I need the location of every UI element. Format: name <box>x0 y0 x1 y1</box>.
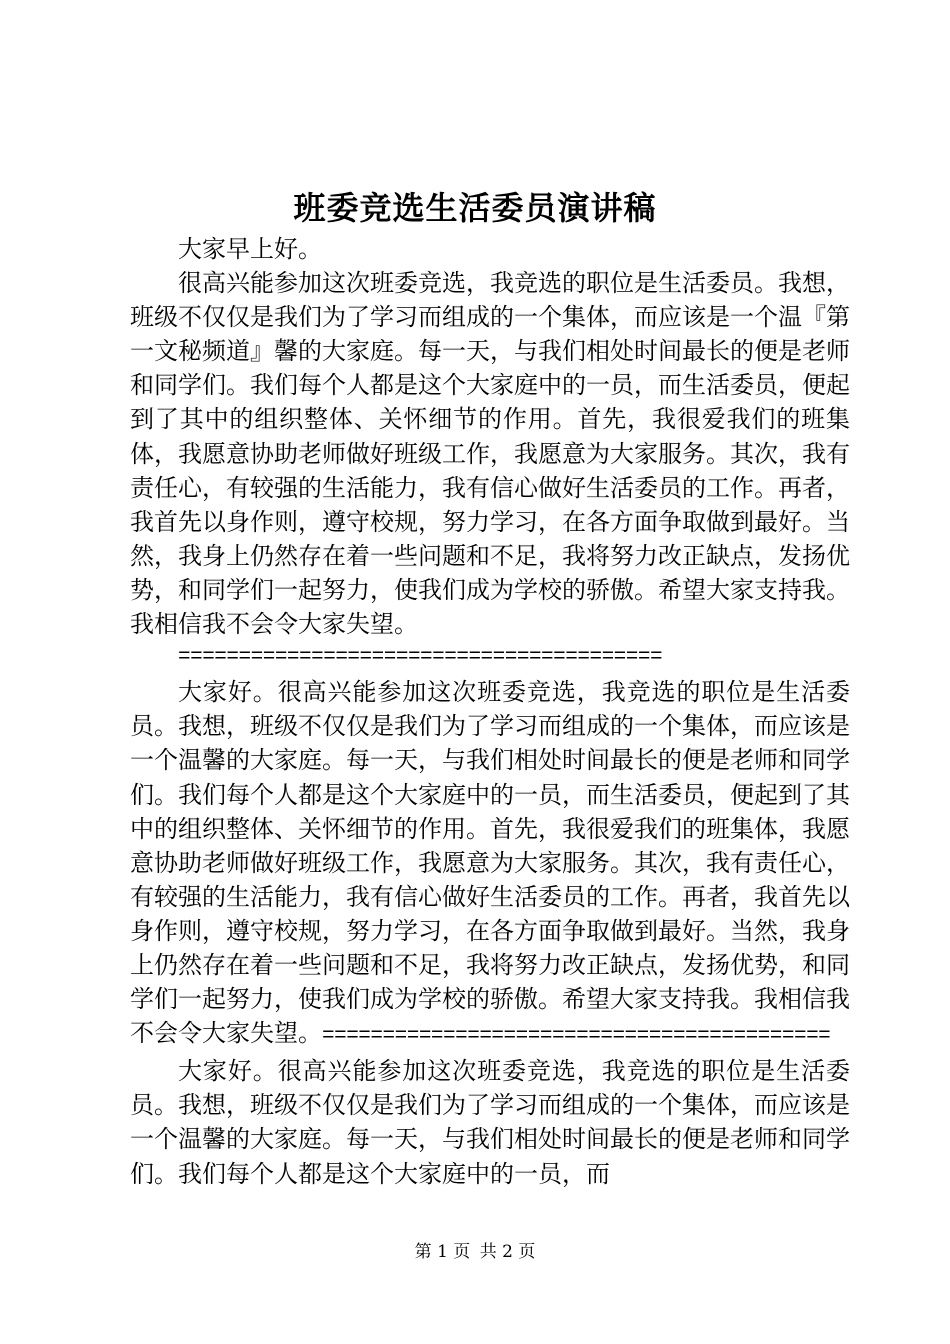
greeting-paragraph: 大家早上好。 <box>178 235 322 263</box>
speech-paragraph-2 <box>130 675 850 1054</box>
speech-paragraph-2-text: 大家好。很高兴能参加这次班委竞选，我竞选的职位是生活委员。我想，班级不仅仅是我们为了学习而组成的一个集体，而应该是一个温馨的大家庭。每一天，与我们相处时间最长的便是老师和同学们。我们每个人都是这个大家庭中的一员，而生活委员，便起到了其中的组织整体、关怀细节的作用。首先，我很爱我们的班集体，我愿意协助老师做好班级工作，我愿意为大家服务。其次，我有责任心，有较强的生活能力，我有信心做好生活委员的工作。再者，我首先以身作则，遵守校规，努力学习，在各方面争取做到最好。当然，我身上仍然存在着一些问题和不足，我将努力改正缺点，发扬优势，和同学们一起努力，使我们成为学校的骄傲。希望大家支持我。我相信我不会令大家失望。 <box>130 678 850 1048</box>
page-number: 第 1 页 <box>414 1242 471 1262</box>
document-body <box>130 232 850 1191</box>
separator-line: ======================================== <box>178 646 663 670</box>
page-total: 共 2 页 <box>479 1242 536 1262</box>
speech-paragraph-3: 大家好。很高兴能参加这次班委竞选，我竞选的职位是生活委员。我想，班级不仅仅是我们为了学习而组成的一个集体，而应该是一个温馨的大家庭。每一天，与我们相处时间最长的便是老师和同学们。我们每个人都是这个大家庭中的一员，而 <box>130 1057 850 1188</box>
speech-paragraph-1: 很高兴能参加这次班委竞选，我竞选的职位是生活委员。我想，班级不仅仅是我们为了学习而组成的一个集体，而应该是一个温『第一文秘频道』馨的大家庭。每一天，与我们相处时间最长的便是老师和同学们。我们每个人都是这个大家庭中的一员，而生活委员，便起到了其中的组织整体、关怀细节的作用。首先，我很爱我们的班集体，我愿意协助老师做好班级工作，我愿意为大家服务。其次，我有责任心，有较强的生活能力，我有信心做好生活委员的工作。再者，我首先以身作则，遵守校规，努力学习，在各方面争取做到最好。当然，我身上仍然存在着一些问题和不足，我将努力改正缺点，发扬优势，和同学们一起努力，使我们成为学校的骄傲。希望大家支持我。我相信我不会令大家失望。 <box>130 269 850 639</box>
separator-line-inline: ========================================== <box>322 1025 831 1049</box>
document-title: 班委竞选生活委员演讲稿 <box>293 189 657 227</box>
page-footer <box>0 1240 950 1264</box>
